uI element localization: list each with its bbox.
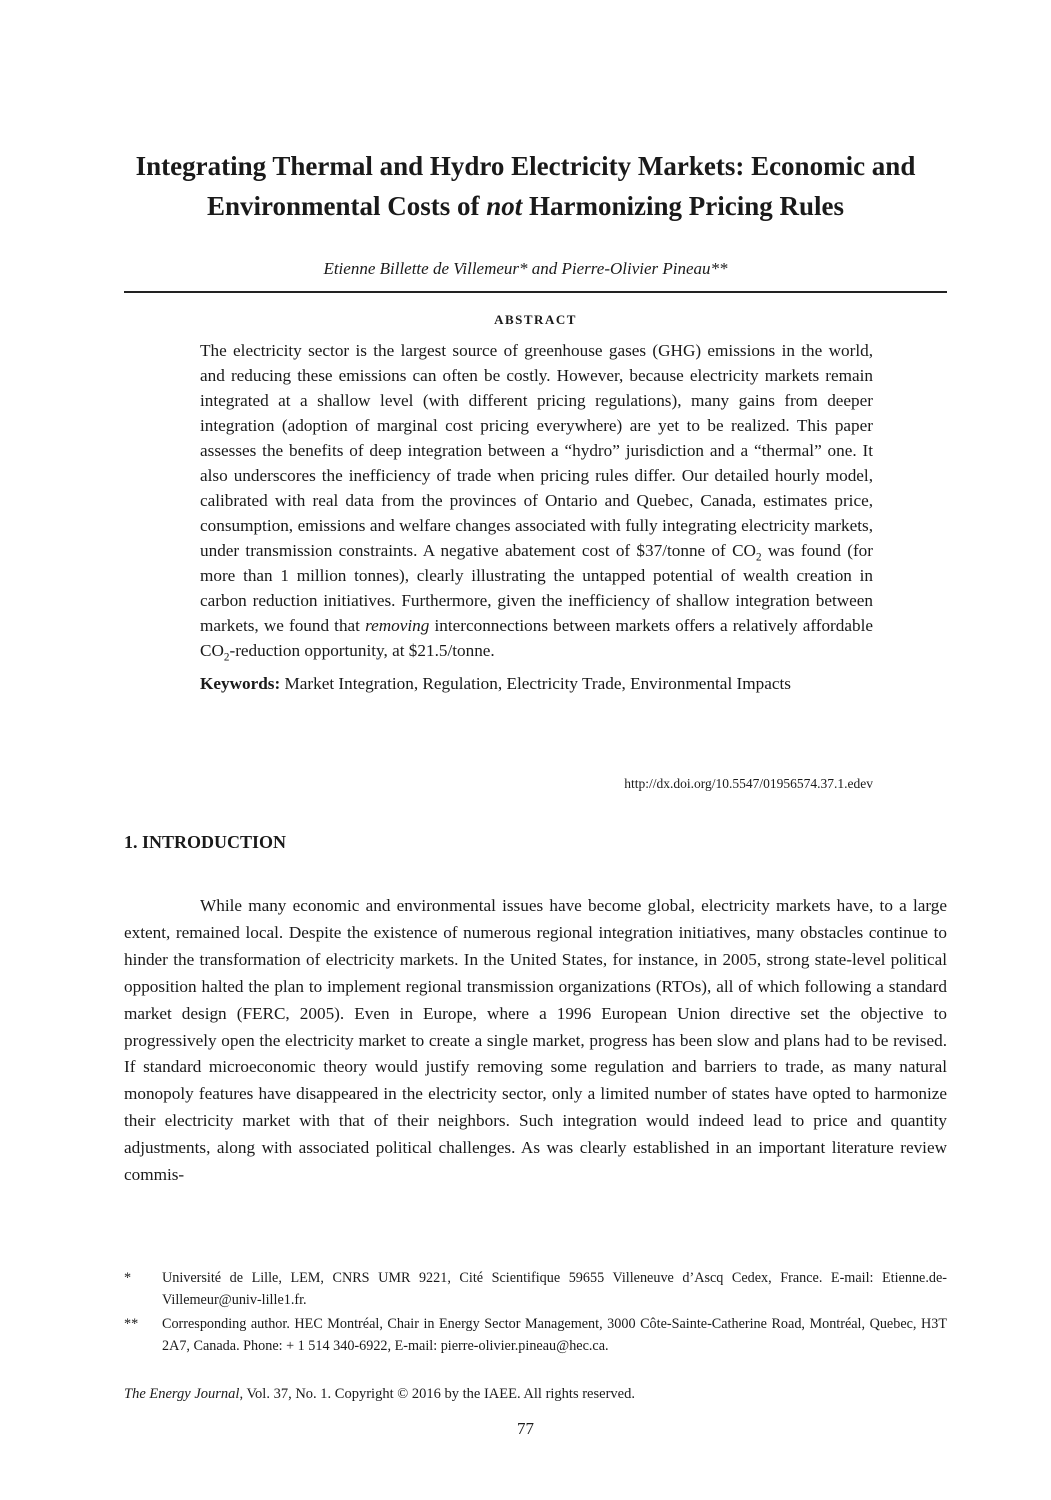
footnote-2 [124,1313,947,1357]
journal-name: The Energy Journal [124,1386,240,1402]
header-divider [124,291,947,293]
doi-link[interactable]: http://dx.doi.org/10.5547/01956574.37.1.edev [624,776,873,791]
abstract-text-4: -reduction opportunity, at $21.5/tonne. [229,641,495,660]
title-text-part1: Integrating Thermal and Hydro Electricity Markets: Economic and Environmental Costs of [135,151,916,221]
authors-line: Etienne Billette de Villemeur* and Pierre-Olivier Pineau** [323,259,728,278]
abstract-emphasis: removing [365,616,430,635]
footnote-mark: * [124,1270,132,1286]
abstract-body [200,338,873,696]
footnote-1 [124,1267,947,1311]
keywords [200,671,873,696]
title-text-part2: Harmonizing Pricing Rules [522,191,845,221]
abstract-paragraph [200,338,873,663]
abstract-text-2: was found (for more than 1 million tonnes), clearly illustrating the untapped potential of wealth creation in carbon reduction initiatives. Furthermore, given the inefficiency of shallow integration between markets, we found that [200,541,873,635]
keywords-list: Market Integration, Regulation, Electricity Trade, Environmental Impacts [280,674,791,693]
abstract-text-3: interconnections between markets offers a relatively affordable CO [200,616,874,660]
abstract-text-1: The electricity sector is the largest source of greenhouse gases (GHG) emissions in the world, and reducing these emissions can often be costly. However, because electricity markets remain integrated at a shallow level (with different pricing regulations), many gains from deeper integration (adoption of marginal cost pricing everywhere) are yet to be realized. This paper assesses the benefits of deep integration between a “hydro” jurisdiction and a “thermal” one. It also underscores the inefficiency of trade when pricing rules differ. Our detailed hourly model, calibrated with real data from the provinces of Ontario and Quebec, Canada, estimates price, consumption, emissions and welfare changes associated with fully integrating electricity markets, under transmission constraints. A negative abatement cost of $37/tonne of CO [200,341,873,560]
copyright-text: , Vol. 37, No. 1. Copyright © 2016 by the IAEE. All rights reserved. [239,1386,635,1402]
abstract-subscript-2: 2 [223,651,230,664]
footnotes [124,1267,947,1359]
section-heading-introduction: 1. INTRODUCTION [124,832,287,852]
abstract-heading: ABSTRACT [494,312,577,327]
copyright-line [124,1384,635,1404]
introduction-paragraph: While many economic and environmental issues have become global, electricity markets have, to a large extent, remained local. Despite the existence of numerous regional integration initiatives, many obstacles continue to hinder the transformation of electricity markets. In the United States, for instance, in 2005, strong state-level political opposition halted the plan to implement regional transmission organizations (RTOs), all of which following a standard market design (FERC, 2005). Even in Europe, where a 1996 European Union directive set the objective to progressively open the electricity market to create a single market, progress has been slow and plans had to be revised. If standard microeconomic theory would justify removing some regulation and barriers to trade, as many natural monopoly features have disappeared in the electricity sector, only a limited number of states have opted to harmonize their electricity market with that of their neighbors. Such integration would indeed lead to price and quantity adjustments, along with associated political challenges. As was clearly established in an important literature review commis- [124,896,947,1185]
footnote-mark: ** [124,1316,139,1332]
title-emphasis: not [486,191,523,221]
page-number: 77 [517,1419,534,1438]
keywords-label: Keywords: [200,674,281,693]
footnote-text: Université de Lille, LEM, CNRS UMR 9221, Cité Scientifique 59655 Villeneuve d’Ascq Cedex, France. E-mail: Etienne.de-Villemeur@univ-lille1.fr. [162,1270,947,1308]
footnote-text: Corresponding author. HEC Montréal, Chair in Energy Sector Management, 3000 Côte-Sainte-Catherine Road, Montréal, Quebec, H3T 2A7, Canada. Phone: + 1 514 340-6922, E-mail: pierre-olivier.pineau@hec.ca. [162,1316,947,1354]
paper-title [60,146,991,226]
abstract-subscript-1: 2 [755,551,762,564]
